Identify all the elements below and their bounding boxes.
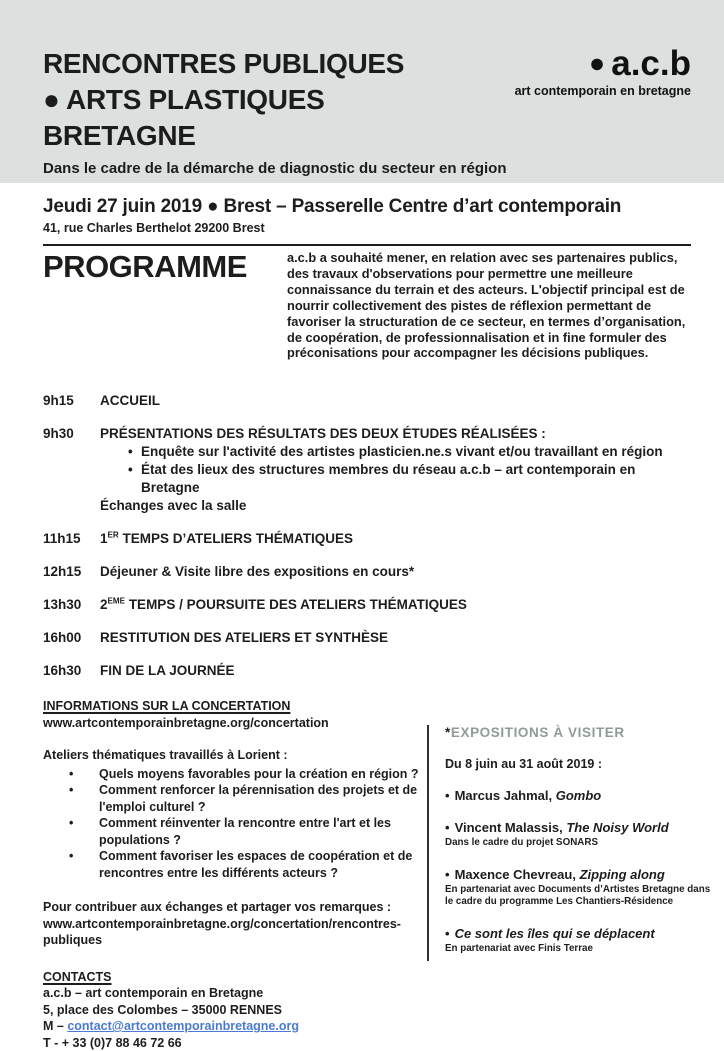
exposition-artist: Marcus Jahmal, [455, 788, 556, 803]
informations-heading: INFORMATIONS SUR LA CONCERTATION [43, 698, 424, 715]
exposition-note: Dans le cadre du projet SONARS [445, 837, 712, 850]
schedule-sub-list [100, 443, 691, 497]
bullet-icon: • [445, 788, 450, 803]
list-item [67, 848, 424, 881]
ordinal-superscript: ER [108, 531, 119, 540]
question-text: Comment favoriser les espaces de coopération et de rencontres entre les différents acteurs ? [99, 848, 424, 881]
acb-logo-tagline: art contemporain en bretagne [515, 84, 691, 98]
schedule-time: 9h30 [43, 425, 100, 515]
schedule-time: 16h30 [43, 662, 100, 680]
schedule-row [43, 563, 691, 581]
programme-intro-paragraph: a.c.b a souhaité mener, en relation avec ses partenaires publics, des travaux d'observations pour permettre une meilleure connaissance du terrain et des acteurs. L'objectif principal est de nourrir collectivement des pistes de réflexion permettant de favoriser la structuration de ce secteur, en termes d’organisation, de coopération, de professionnalisation et in fine formuler des préconisations pour accompagner les décisions publiques. [287, 250, 691, 361]
list-item [67, 766, 424, 783]
bullet-icon: • [67, 766, 99, 783]
header-subtitle: Dans le cadre de la démarche de diagnostic du secteur en région [43, 160, 506, 177]
bullet-icon: • [445, 926, 450, 941]
schedule-row [43, 392, 691, 410]
exposition-artist: Maxence Chevreau, [455, 867, 580, 882]
question-text: Comment réinventer la rencontre entre l'art et les populations ? [99, 815, 424, 848]
exposition-title: Ce sont les îles qui se déplacent [455, 926, 655, 941]
concertation-url: www.artcontemporainbretagne.org/concertation [43, 715, 424, 732]
programme-heading: PROGRAMME [43, 250, 287, 361]
concertation-column [43, 698, 424, 1051]
schedule-row [43, 425, 691, 515]
contribute-url: www.artcontemporainbretagne.org/concertation/rencontres-publiques [43, 916, 424, 949]
event-address: 41, rue Charles Berthelot 29200 Brest [43, 221, 691, 235]
bullet-icon: • [445, 867, 450, 882]
schedule-title: RESTITUTION DES ATELIERS ET SYNTHÈSE [100, 629, 691, 647]
exposition-item [445, 788, 712, 803]
ateliers-intro: Ateliers thématiques travaillés à Lorient : [43, 747, 424, 764]
schedule-time: 12h15 [43, 563, 100, 581]
list-item [67, 782, 424, 815]
event-header [43, 196, 691, 246]
bullet-icon: • [128, 461, 141, 497]
schedule-title: FIN DE LA JOURNÉE [100, 662, 691, 680]
exposition-line [445, 926, 712, 941]
acb-logo-name: a.c.b [611, 44, 691, 83]
acb-logo [515, 44, 691, 98]
title-line-3: BRETAGNE [43, 118, 506, 154]
title-line-2: ● ARTS PLASTIQUES [43, 82, 506, 118]
schedule-time: 9h15 [43, 392, 100, 410]
asterisk-icon: * [445, 725, 451, 740]
schedule-title: PRÉSENTATIONS DES RÉSULTATS DES DEUX ÉTUDES RÉALISÉES : [100, 426, 546, 441]
footer-columns [43, 698, 712, 1051]
question-text: Quels moyens favorables pour la création en région ? [99, 766, 424, 783]
ordinal-superscript: EME [108, 597, 126, 606]
exposition-note: En partenariat avec Finis Terrae [445, 943, 712, 956]
list-item [128, 461, 691, 497]
acb-logo-wordmark [515, 44, 691, 83]
contribute-block [43, 899, 424, 949]
exposition-title: The Noisy World [566, 820, 668, 835]
exposition-item [445, 926, 712, 956]
expositions-column [427, 725, 712, 961]
schedule-time: 11h15 [43, 530, 100, 548]
bullet-icon: • [445, 820, 450, 835]
page-title [43, 46, 506, 177]
contacts-block [43, 969, 424, 1051]
email-prefix: M – [43, 1019, 67, 1033]
logo-dot-icon: ● [589, 48, 605, 78]
bullet-icon: • [67, 815, 99, 848]
programme-section [43, 250, 691, 361]
expositions-dates: Du 8 juin au 31 août 2019 : [445, 757, 712, 771]
schedule-note: Échanges avec la salle [100, 498, 246, 513]
schedule-sub-item: État des lieux des structures membres du réseau a.c.b – art contemporain en Bretagne [141, 461, 691, 497]
header-band [0, 0, 724, 183]
question-text: Comment renforcer la pérennisation des projets et de l'emploi culturel ? [99, 782, 424, 815]
bullet-icon: • [67, 848, 99, 881]
exposition-line [445, 867, 712, 882]
contacts-heading: CONTACTS [43, 969, 424, 986]
schedule-title: 1ER TEMPS D’ATELIERS THÉMATIQUES [100, 530, 691, 548]
exposition-line [445, 788, 712, 803]
contact-org: a.c.b – art contemporain en Bretagne [43, 985, 424, 1002]
schedule-row [43, 530, 691, 548]
schedule-row [43, 662, 691, 680]
exposition-note: En partenariat avec Documents d’Artistes Bretagne dans le cadre du programme Les Chantiers-Résidence [445, 884, 712, 909]
expositions-heading: *EXPOSITIONS À VISITER [445, 725, 712, 740]
title-line-1: RENCONTRES PUBLIQUES [43, 46, 506, 82]
schedule-title: 2EME TEMPS / POURSUITE DES ATELIERS THÉMATIQUES [100, 596, 691, 614]
exposition-line [445, 820, 712, 835]
contact-phone: T - + 33 (0)7 88 46 72 66 [43, 1035, 424, 1051]
schedule-list [43, 392, 691, 695]
schedule-row [43, 596, 691, 614]
schedule-sub-item: Enquête sur l'activité des artistes plasticien.ne.s vivant et/ou travaillant en région [141, 443, 663, 461]
contact-postal-address: 5, place des Colombes – 35000 RENNES [43, 1002, 424, 1019]
exposition-title: Zipping along [580, 867, 665, 882]
schedule-entry [100, 425, 691, 515]
exposition-item [445, 820, 712, 850]
exposition-artist: Vincent Malassis, [455, 820, 567, 835]
schedule-time: 16h00 [43, 629, 100, 647]
exposition-item [445, 867, 712, 909]
contact-email-line [43, 1018, 424, 1035]
email-link[interactable]: contact@artcontemporainbretagne.org [67, 1019, 299, 1033]
schedule-title: Déjeuner & Visite libre des expositions en cours* [100, 563, 691, 581]
list-item [67, 815, 424, 848]
exposition-title: Gombo [556, 788, 602, 803]
schedule-time: 13h30 [43, 596, 100, 614]
schedule-row [43, 629, 691, 647]
bullet-icon: • [67, 782, 99, 815]
contribute-label: Pour contribuer aux échanges et partager vos remarques : [43, 899, 424, 916]
questions-list [43, 766, 424, 882]
list-item [128, 443, 691, 461]
event-date-location: Jeudi 27 juin 2019 ● Brest – Passerelle Centre d’art contemporain [43, 196, 691, 218]
schedule-title: ACCUEIL [100, 392, 691, 410]
bullet-icon: • [128, 443, 141, 461]
